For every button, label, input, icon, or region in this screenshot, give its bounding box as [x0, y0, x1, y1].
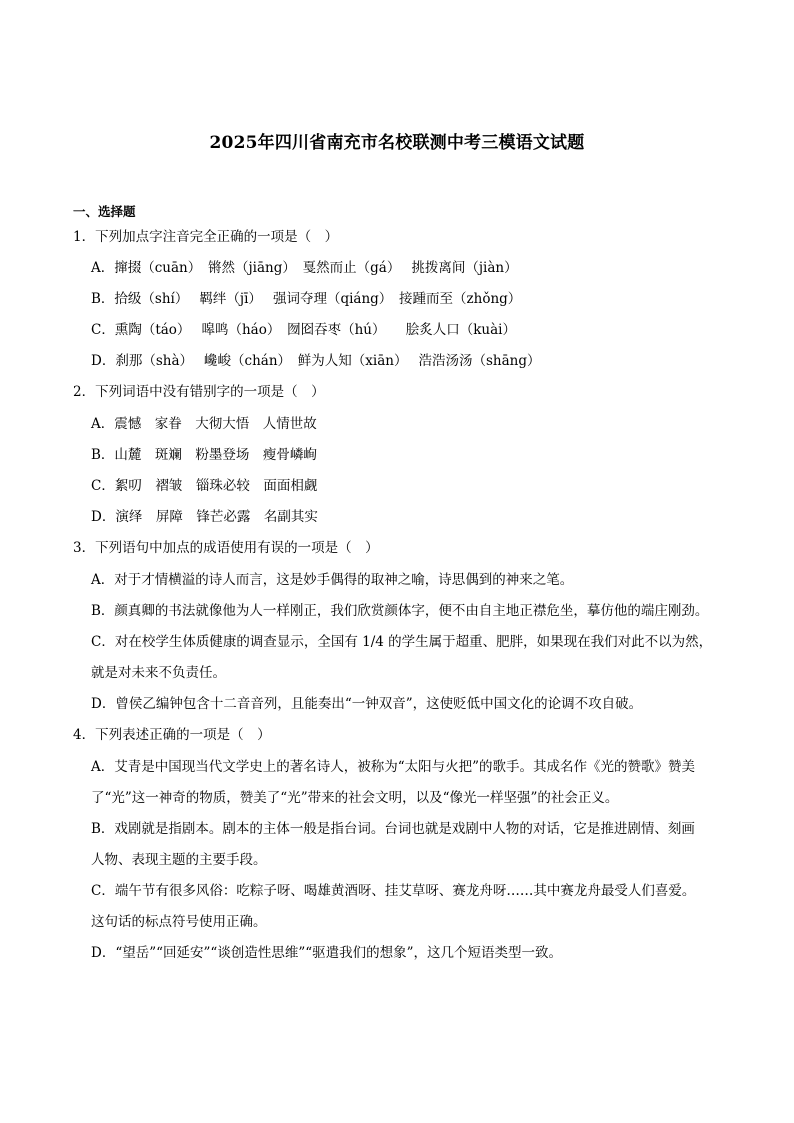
question-4-option-b: B．戏剧就是指剧本。剧本的主体一般是指台词。台词也就是戏剧中人物的对话，它是推进剧情、刻画	[91, 821, 695, 837]
question-2-option-c: C．絮叨 褶皱 锱珠必较 面面相觑	[91, 478, 318, 494]
document-title: 2025年四川省南充市名校联测中考三模语文试题	[209, 133, 585, 153]
question-2-option-d: D．演绎 屏障 锋芒必露 名副其实	[91, 509, 318, 525]
question-4-option-a-continued: 了“光”这一神奇的物质，赞美了“光”带来的社会文明，以及“像光一样坚强”的社会正义。	[91, 790, 619, 806]
question-1-option-d: D．刹那（shà） 巉峻（chán） 鲜为人知（xiān） 浩浩汤汤（shāng）	[91, 353, 541, 369]
question-1-stem: 1．下列加点字注音完全正确的一项是（ ）	[73, 229, 339, 245]
question-4-option-a: A．艾青是中国现当代文学史上的著名诗人，被称为“太阳与火把”的歌手。其成名作《光的赞歌》赞美	[91, 759, 696, 775]
question-3-option-c: C．对在校学生体质健康的调查显示，全国有 1/4 的学生属于超重、肥胖，如果现在我们对此不以为然，	[91, 634, 713, 650]
question-3-option-a: A．对于才情横溢的诗人而言，这是妙手偶得的取神之喻，诗思偶到的神来之笔。	[91, 572, 574, 588]
question-4-option-c-continued: 这句话的标点符号使用正确。	[91, 914, 267, 930]
question-4-option-c: C．端午节有很多风俗：吃粽子呀、喝雄黄酒呀、挂艾草呀、赛龙舟呀……其中赛龙舟最受人们喜爱。	[91, 883, 696, 899]
question-1-option-a: A．撺掇（cuān） 锵然（jiāng） 戛然而止（gá） 挑拨离间（jiàn）	[91, 260, 518, 276]
section-heading: 一、选择题	[73, 204, 136, 219]
question-3-option-d: D．曾侯乙编钟包含十二音音列，且能奏出“一钟双音”，这使贬低中国文化的论调不攻自破。	[91, 696, 643, 712]
question-4-option-d: D．“望岳”“回延安”“谈创造性思维”“驱遣我们的想象”，这几个短语类型一致。	[91, 945, 563, 961]
question-1-option-c: C．熏陶（táo） 嗥鸣（háo） 囫囵吞枣（hú） 脍炙人口（kuài）	[91, 322, 516, 338]
question-1-option-b: B．拾级（shí） 羁绊（jī） 强词夺理（qiáng） 接踵而至（zhǒng）	[91, 291, 522, 307]
question-3-option-b: B．颜真卿的书法就像他为人一样刚正，我们欣赏颜体字，便不由自主地正襟危坐，摹仿他的端庄刚劲。	[91, 603, 709, 619]
question-2-option-b: B．山麓 斑斓 粉墨登场 瘦骨嶙峋	[91, 447, 317, 463]
question-3-option-c-continued: 就是对未来不负责任。	[91, 665, 226, 681]
question-3-stem: 3．下列语句中加点的成语使用有误的一项是（ ）	[73, 540, 379, 556]
question-2-option-a: A．震憾 家眷 大彻大悟 人情世故	[91, 416, 317, 432]
question-2-stem: 2．下列词语中没有错别字的一项是（ ）	[73, 384, 325, 400]
question-4-stem: 4．下列表述正确的一项是（ ）	[73, 727, 271, 743]
question-4-option-b-continued: 人物、表现主题的主要手段。	[91, 852, 267, 868]
